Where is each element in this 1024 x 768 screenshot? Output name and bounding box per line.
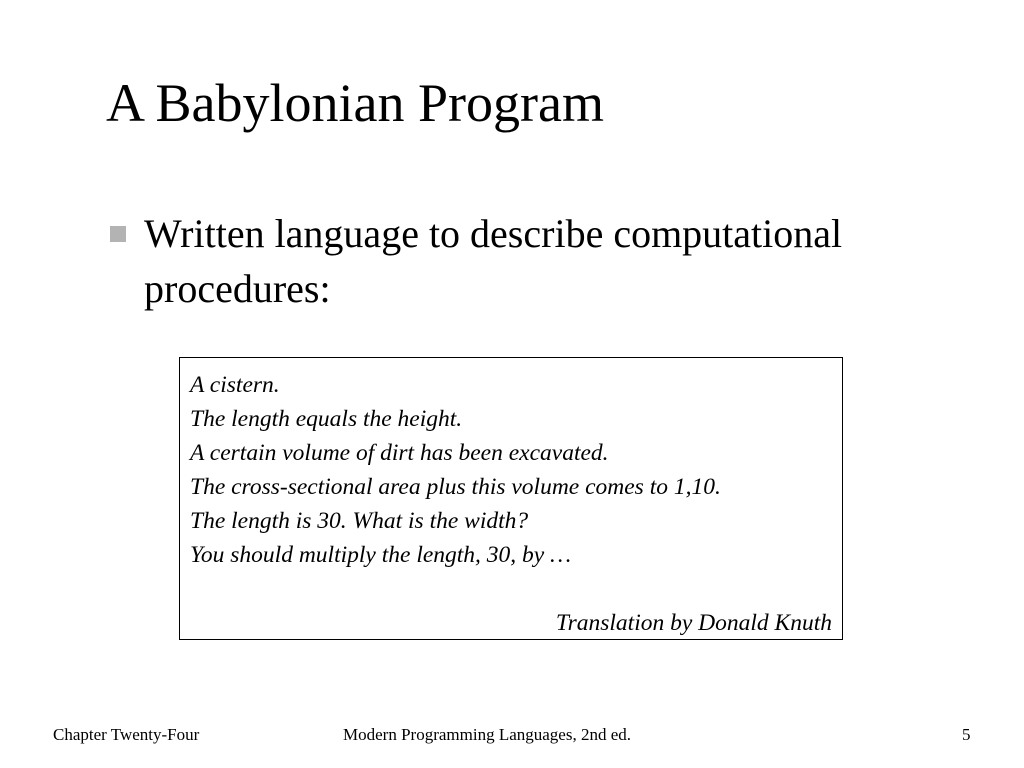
quote-line: The length equals the height. [190, 406, 463, 432]
quote-line: The length is 30. What is the width? [190, 508, 529, 534]
square-bullet-icon [110, 226, 126, 242]
footer-chapter: Chapter Twenty-Four [53, 725, 200, 744]
bullet-text-line-1: Written language to describe computational [144, 211, 843, 256]
quote-line: The cross-sectional area plus this volume comes to 1,10. [190, 474, 721, 500]
quote-spacer [190, 572, 832, 606]
footer-page-number: 5 [962, 725, 971, 744]
slide-title: A Babylonian Program [106, 73, 604, 133]
quote-line: A cistern. [190, 372, 280, 398]
quote-line: A certain volume of dirt has been excavated. [190, 440, 609, 466]
quote-box [179, 357, 843, 640]
footer-book-title: Modern Programming Languages, 2nd ed. [343, 725, 631, 744]
quote-line: You should multiply the length, 30, by … [190, 542, 572, 568]
quote-attribution: Translation by Donald Knuth [555, 610, 832, 636]
bullet-text [144, 206, 1004, 316]
bullet-text-line-2: procedures: [144, 266, 331, 311]
